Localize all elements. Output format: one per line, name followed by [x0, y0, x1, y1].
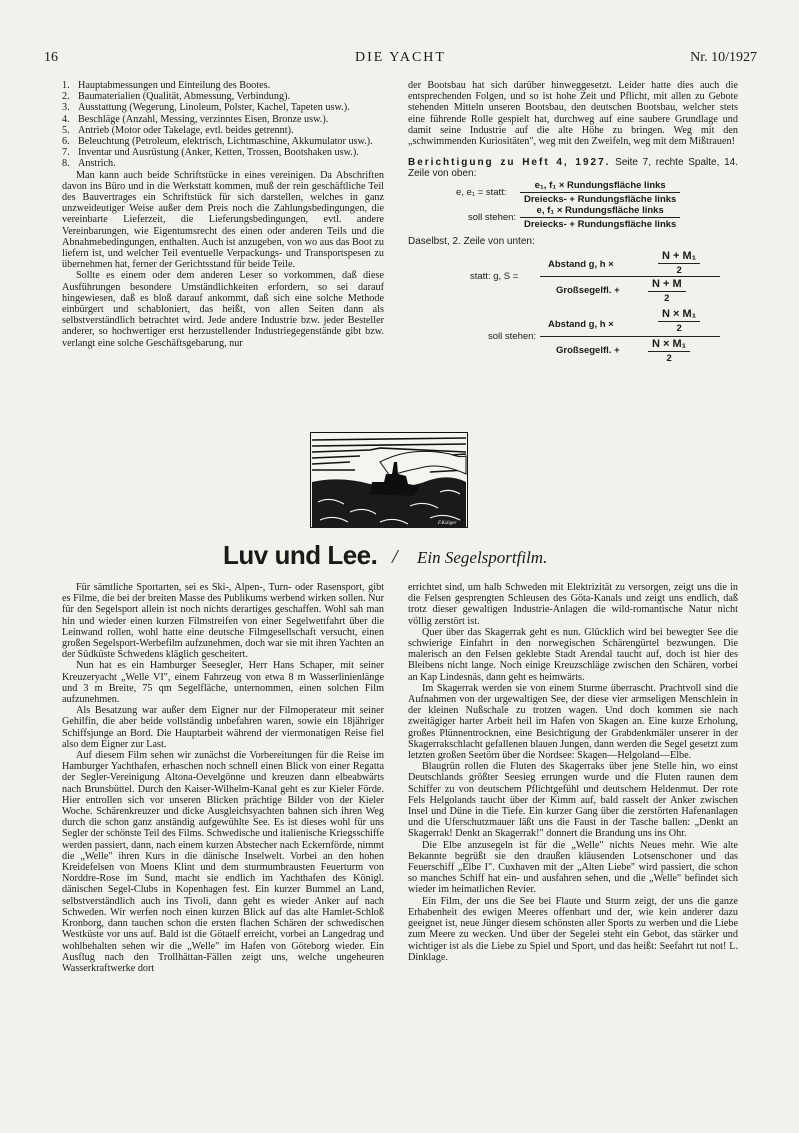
top-left-column: [62, 80, 384, 349]
list-item: 6. Beleuchtung (Petroleum, elektrisch, Lichtmaschine, Akkumulator usw.).: [62, 136, 373, 148]
formula-label: e, e₁ = statt:: [456, 186, 507, 198]
article-title: Luv und Lee.: [223, 540, 378, 570]
paragraph: Auf diesem Film sehen wir zunächst die Vorbereitungen für die Reise im Hamburger Yachthafen, erhaschen noch schnell einen Blick von einer Regatta der Segler-Vereinigung Altona-Oevelgönne und kreuzen dann elbeabwärts nach Brunsbüttel. Durch den Kaiser-Wilhelm-Kanal geht es zur Kieler Förde. Hier entrollen sich vor unseren Blicken prächtige Bilder von der Kieler Woche. Schärenkreuzer und dicke Ausgleichsyachten bahnen sich ihren Weg durch die schon ganz anständig aufgewühlte See. Es ist dieses wohl für uns Segler der schönste Teil des Films. Schwedische und italienische Kriegsschiffe werden passiert, dann, nach einem kurzen Abstecher nach Eckernförde, nimmt die „Welle" ihren Kurs in die dänische Inselwelt. Vorbei an den hohen Kreidefelsen von Moens Klint und dem sturmumbrausten Feuerturm von Norddre-Rose im Sund, macht sie endlich im Yachthafen des Königl. dänischen Segel-Clubs in Kopenhagen fest. Ein kurzer Bummel an Land, selbstverständlich auch ins Tivoli, dann geht es wieder Anker auf nach Schweden. Wir werfen noch einen kurzen Blick auf das alte Hamlet-Schloß Kronborg, dann tauchen schon die ersten flachen Schären der schwedischen Westküste vor uns auf. Bald ist die Götaelf erreicht, vorbei an Langedrag und wohlbehalten sehen wir die „Welle" im Hafen von Göteborg wieder. Ein Ausflug nach den Trollhättan-Fällen zeigt uns, welche ungeheuren Wasserkraftwerke dort: [62, 750, 384, 974]
second-reference: Daselbst, 2. Zeile von unten:: [408, 235, 535, 247]
paragraph: der Bootsbau hat sich darüber hinweggesetzt. Leider hatte dies auch die entsprechenden Folgen, und so ist hohe Zeit und Pflicht, mit allen zu Gebote stehenden Mitteln unseren Bootsbau, den deutschen Bootsbau, welcher stets eine führende Rolle gespielt hat, durchweg auf eine saubere Grundlage und damit seine Industrie auf die alte Höhe zu bringen. Weg mit den „schwimmenden Kuriositäten", weg mit den Zweifeln, weg mit dem Mißtrauen!: [408, 80, 738, 148]
paragraph: Blaugrün rollen die Fluten des Skagerraks über jene Stelle hin, wo einst Deutschlands größter Seesieg errungen wurde und die Fluten raunen dem Schiffer zu von deutschem Pflichtgefühl und deutschem Heldenmut. Der rote Fels Helgolands taucht über der Kimm auf, bald rasselt der Anker zwischen Insel und Düne in die Tiefe. Ein kurzer Gang über die zerstörten Hafenanlagen und die Uferschutzmauer läßt uns die Faust in der Tasche ballen: „Denkt an Skagerrak! Denkt an Skagerrak!" donnert die Brandung uns ins Ohr.: [408, 761, 738, 840]
paragraph: Man kann auch beide Schriftstücke in eines vereinigen. Da Abschriften davon ins Büro und in die Werkstatt kommen, muß der rein geschäftliche Teil des Bauvertrages ein Schriftstück für sich darstellen, welches in ganz unzweideutiger Weise außer dem Preis noch die Zahlungsbedingungen, die vereinbarte Lieferzeit, die Lieferungsbedingungen, evtl. andere Vereinbarungen, wie Eigentumsrecht des einen oder anderen Teils und die Abnahmebedingungen, enthalten. Auch ist anzugeben, von wo aus das Boot zu liefern ist, und welcher Teil eventuelle Verpackungs- und Transportspesen zu übernehmen hat, ferner der Gerichtsstand für beide Teile.: [62, 169, 384, 271]
artist-signature: F.Ksliger: [438, 521, 457, 526]
paragraph: Für sämtliche Sportarten, sei es Ski-, Alpen-, Turn- oder Rasensport, gibt es Filme, die bei der breiten Masse des Publikums werbend wirken sollen. Nur für den Segelsport allein ist noch nichts derartiges geschaffen. Wohl sah man hin und wieder einen kurzen Filmstreifen von einer Segelwettfahrt über die Leinwand rollen, wohl hatte eine deutsche Filmgesellschaft versucht, einen großen Segelsport-Werbefilm aufzunehmen, doch war sie mit ihren Yachten an der Südküste Schwedens kläglich gescheitert.: [62, 582, 384, 661]
list-item: 7. Inventar und Ausrüstung (Anker, Ketten, Trossen, Bootshaken usw.).: [62, 147, 359, 159]
correction-label: Berichtigung zu Heft 4, 1927.: [408, 157, 611, 169]
paragraph: Ein Film, der uns die See bei Flaute und Sturm zeigt, der uns die ganze Erhabenheit des ewigen Meeres offenbart und der, wie kein anderer dazu geeignet ist, neue Jünger diesem schönsten aller Sports zu werben und die Liebe zum Meere zu wecken. Und über der Segelei steht ein Gebot, das stärker und wichtiger ist als die Liebe zu Spiel und Sport, und das heißt: Seefahrt tut not! L. Dinklage.: [408, 895, 738, 963]
paragraph: Im Skagerrak werden sie von einem Sturme überrascht. Prachtvoll sind die Aufnahmen von der urgewaltigen See, der diese vier armseligen Menschlein in der kleinen Nußschale zu trotzen wagen. Und doch kommen sie nach zweitägiger harter Arbeit heil im Hafen von Skagen an. Eine kurze Erholung, großes Plünnentrocknen, eine Besichtigung der Grabdenkmäler unserer in der Skagerrakschlacht gefallenen blauen Jungen, dann werden die Segel gesetzt zum letzten großen Seetörn über die Nordsee: Skagen—Helgoland—Elbe.: [408, 682, 738, 762]
formula-label: soll stehen:: [488, 330, 537, 342]
correction-heading: [408, 157, 738, 179]
formula-fraction: Abstand g, h × $\frac{\text{N × M₁}}{2}$ Großsegelfl. + $\frac{\text{N × M₁}}{2}$: [540, 309, 720, 363]
list-item: 4. Beschläge (Anzahl, Messing, verzinntes Eisen, Bronze usw.).: [62, 113, 329, 125]
issue-number: Nr. 10/1927: [690, 50, 757, 65]
paragraph: Als Besatzung war außer dem Eigner nur der Filmoperateur mit seiner Gehilfin, die aber beide vollständig unbefahren waren, sowie ein 18jähriger Schiffsjunge an Bord. Die Hauptarbeit während der viermonatigen Reise fiel also dem Eigner zur Last.: [62, 705, 384, 750]
article-subtitle: Ein Segelsportfilm.: [417, 548, 548, 567]
magazine-title: DIE YACHT: [355, 50, 446, 65]
article-headline: [0, 540, 799, 580]
paragraph: errichtet sind, um halb Schweden mit Elektrizität zu versorgen, zeigt uns die in die Felsen gesprengten Schleusen des Göta-Kanals und zeigt uns endlich, daß trotz dieser gewaltigen Industrie-Anlagen die wild-romantische Natur nicht völlig zerstört ist.: [408, 582, 738, 627]
formula-label: statt: g, S =: [470, 270, 519, 282]
woodcut-ship-image: [310, 432, 468, 528]
contract-list: [62, 80, 384, 170]
top-right-column: [408, 80, 738, 365]
formula-label: soll stehen:: [468, 211, 517, 223]
list-item: 5. Antrieb (Motor oder Takelage, evtl. beides getrennt).: [62, 124, 294, 136]
bottom-left-column: [62, 582, 384, 974]
formula-block-2: [408, 251, 738, 303]
bottom-right-column: [408, 582, 738, 963]
ship-in-storm-illustration: [310, 432, 468, 528]
correction-reference: Seite 7, rechte Spalte, 14. Zeile von oben:: [408, 157, 738, 180]
list-item: 1. Hauptabmessungen und Einteilung des Bootes.: [62, 80, 271, 91]
paragraph: Die Elbe anzusegeln ist für die „Welle" nichts Neues mehr. Wie alte Bekannte begrüßt sie den draußen kläusenden Lotsenschoner und das Feuerschiff „Elbe I". Cuxhaven mit der „Alten Liebe" wird passiert, die schon so manches Schiff hat ein- und ausfahren sehen, und die „Welle" befindet sich wieder im heimatlichen Revier.: [408, 839, 738, 896]
formula-fraction: e, f₁ × Rundungsfläche links Dreiecks- + Rundungsfläche links: [520, 205, 680, 230]
paragraph: Quer über das Skagerrak geht es nun. Glücklich wird bei bewegter See die schwierige Einfahrt in den norwegischen Schärengürtel bezwungen. Die malerisch an den Felsen geklebte Stadt Arendal taucht auf, doch ist hier des Bleibens nicht lange. Noch einige Kreuzschläge zwischen den Schären, vorbei an Kap Lindesnäs, dann geht es heimwärts.: [408, 626, 738, 683]
paragraph: Nun hat es ein Hamburger Seesegler, Herr Hans Schaper, mit seiner Kreuzeryacht „Welle VI", einem Fahrzeug von etwa 8 m Wasserlinienlänge und 3 m Breite, 75 qm Segelfläche, unternommen, einen solchen Film aufzunehmen.: [62, 660, 384, 706]
page-number: 16: [44, 50, 58, 65]
page-header: [44, 50, 757, 68]
list-item: 3. Ausstattung (Wegerung, Linoleum, Polster, Kachel, Tapeten usw.).: [62, 102, 350, 114]
formula-fraction: Abstand g, h × $\frac{\text{N + M₁}}{2}$ Großsegelfl. + $\frac{N + M}{2}$: [540, 251, 720, 301]
formula-block-1: [408, 180, 738, 230]
paragraph: Sollte es einem oder dem anderen Leser so vorkommen, daß diese Ausführungen besondere Umständlichkeiten erfordern, so sei darauf hingewiesen, daß es bloß darauf ankommt, daß sich eine solche Methode einbürgert und schabloniert, das heißt, von allen Seiten dann als selbstverständlich betrachtet wird. Jede andere Industrie bzw. jeder Besteller anderer, so hochwertiger erst herzustellender Industriegegenstände gibt bzw. verlangt eine solche Geschäftsgebarung, nur: [62, 270, 384, 349]
list-item: 2. Baumaterialien (Qualität, Abmessung, Verbindung).: [62, 91, 291, 103]
formula-block-3: [408, 309, 738, 365]
title-separator: /: [392, 546, 398, 568]
list-item: 8. Anstrich.: [62, 158, 116, 170]
formula-fraction: e₁, f₁ × Rundungsfläche links Dreiecks- + Rundungsfläche links: [520, 180, 680, 205]
